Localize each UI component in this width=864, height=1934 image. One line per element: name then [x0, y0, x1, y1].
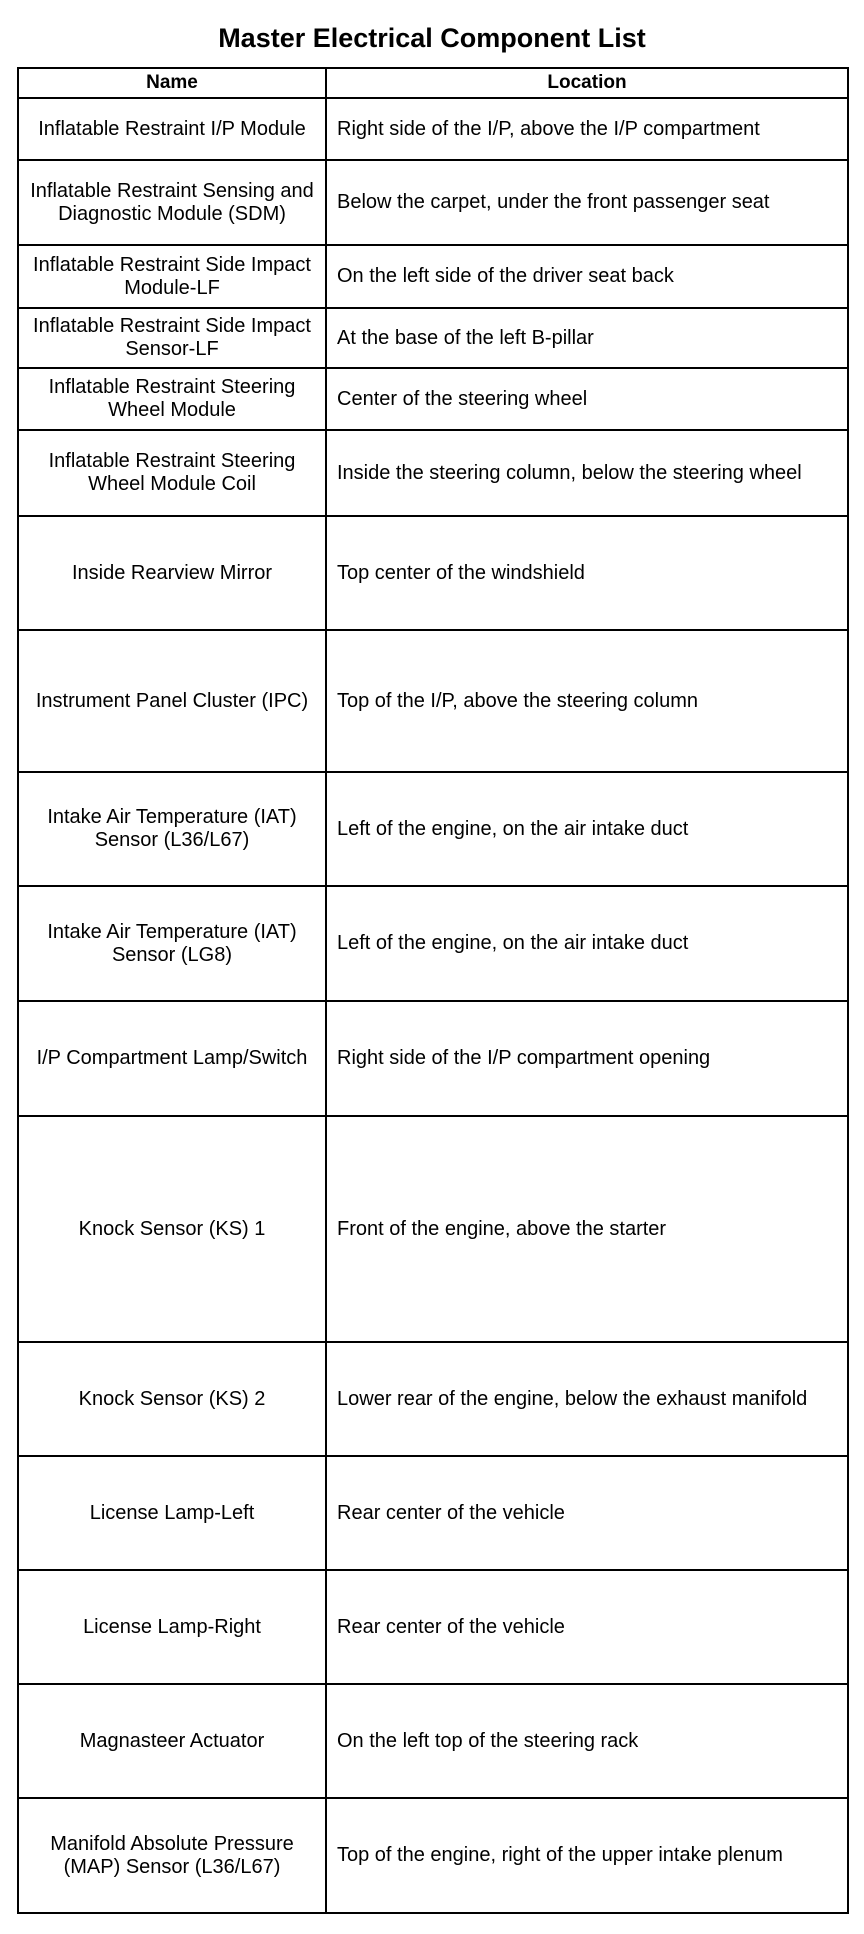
component-name: Inside Rearview Mirror [18, 516, 326, 630]
table-row [18, 98, 848, 160]
table-row [18, 1798, 848, 1913]
component-name: Knock Sensor (KS) 2 [18, 1342, 326, 1456]
table-row [18, 1342, 848, 1456]
table-row [18, 516, 848, 630]
table-row [18, 160, 848, 245]
component-location: Rear center of the vehicle [326, 1570, 848, 1684]
component-name: Manifold Absolute Pressure (MAP) Sensor (L36/L67) [18, 1798, 326, 1913]
component-name: Inflatable Restraint Side Impact Sensor-LF [18, 308, 326, 368]
component-name: Inflatable Restraint Steering Wheel Module [18, 368, 326, 430]
component-location: At the base of the left B-pillar [326, 308, 848, 368]
header-location: Location [326, 68, 848, 98]
component-location: Right side of the I/P compartment opening [326, 1001, 848, 1116]
component-name: Instrument Panel Cluster (IPC) [18, 630, 326, 772]
component-location: Top of the engine, right of the upper intake plenum [326, 1798, 848, 1913]
component-location: Rear center of the vehicle [326, 1456, 848, 1570]
table-row [18, 886, 848, 1001]
component-table [17, 67, 849, 1914]
component-location: Center of the steering wheel [326, 368, 848, 430]
table-row [18, 245, 848, 308]
header-row [18, 68, 848, 98]
component-name: Magnasteer Actuator [18, 1684, 326, 1798]
component-location: Below the carpet, under the front passenger seat [326, 160, 848, 245]
table-row [18, 772, 848, 886]
component-location: Right side of the I/P, above the I/P compartment [326, 98, 848, 160]
component-name: Knock Sensor (KS) 1 [18, 1116, 326, 1342]
table-row [18, 630, 848, 772]
table-row [18, 1001, 848, 1116]
component-location: On the left side of the driver seat back [326, 245, 848, 308]
component-location: Lower rear of the engine, below the exhaust manifold [326, 1342, 848, 1456]
component-name: Inflatable Restraint Steering Wheel Module Coil [18, 430, 326, 516]
component-name: Intake Air Temperature (IAT) Sensor (LG8) [18, 886, 326, 1001]
table-row [18, 308, 848, 368]
table-row [18, 1456, 848, 1570]
component-location: Top center of the windshield [326, 516, 848, 630]
table-row [18, 430, 848, 516]
component-name: License Lamp-Left [18, 1456, 326, 1570]
header-name: Name [18, 68, 326, 98]
component-name: Inflatable Restraint Sensing and Diagnostic Module (SDM) [18, 160, 326, 245]
table-row [18, 1684, 848, 1798]
component-name: Intake Air Temperature (IAT) Sensor (L36/L67) [18, 772, 326, 886]
component-location: Top of the I/P, above the steering column [326, 630, 848, 772]
component-location: On the left top of the steering rack [326, 1684, 848, 1798]
component-name: Inflatable Restraint Side Impact Module-LF [18, 245, 326, 308]
table-row [18, 368, 848, 430]
component-location: Left of the engine, on the air intake duct [326, 886, 848, 1001]
table-row [18, 1116, 848, 1342]
component-name: I/P Compartment Lamp/Switch [18, 1001, 326, 1116]
page-title: Master Electrical Component List [218, 23, 646, 53]
component-location: Left of the engine, on the air intake duct [326, 772, 848, 886]
table-row [18, 1570, 848, 1684]
component-name: License Lamp-Right [18, 1570, 326, 1684]
component-location: Inside the steering column, below the steering wheel [326, 430, 848, 516]
component-name: Inflatable Restraint I/P Module [18, 98, 326, 160]
component-location: Front of the engine, above the starter [326, 1116, 848, 1342]
